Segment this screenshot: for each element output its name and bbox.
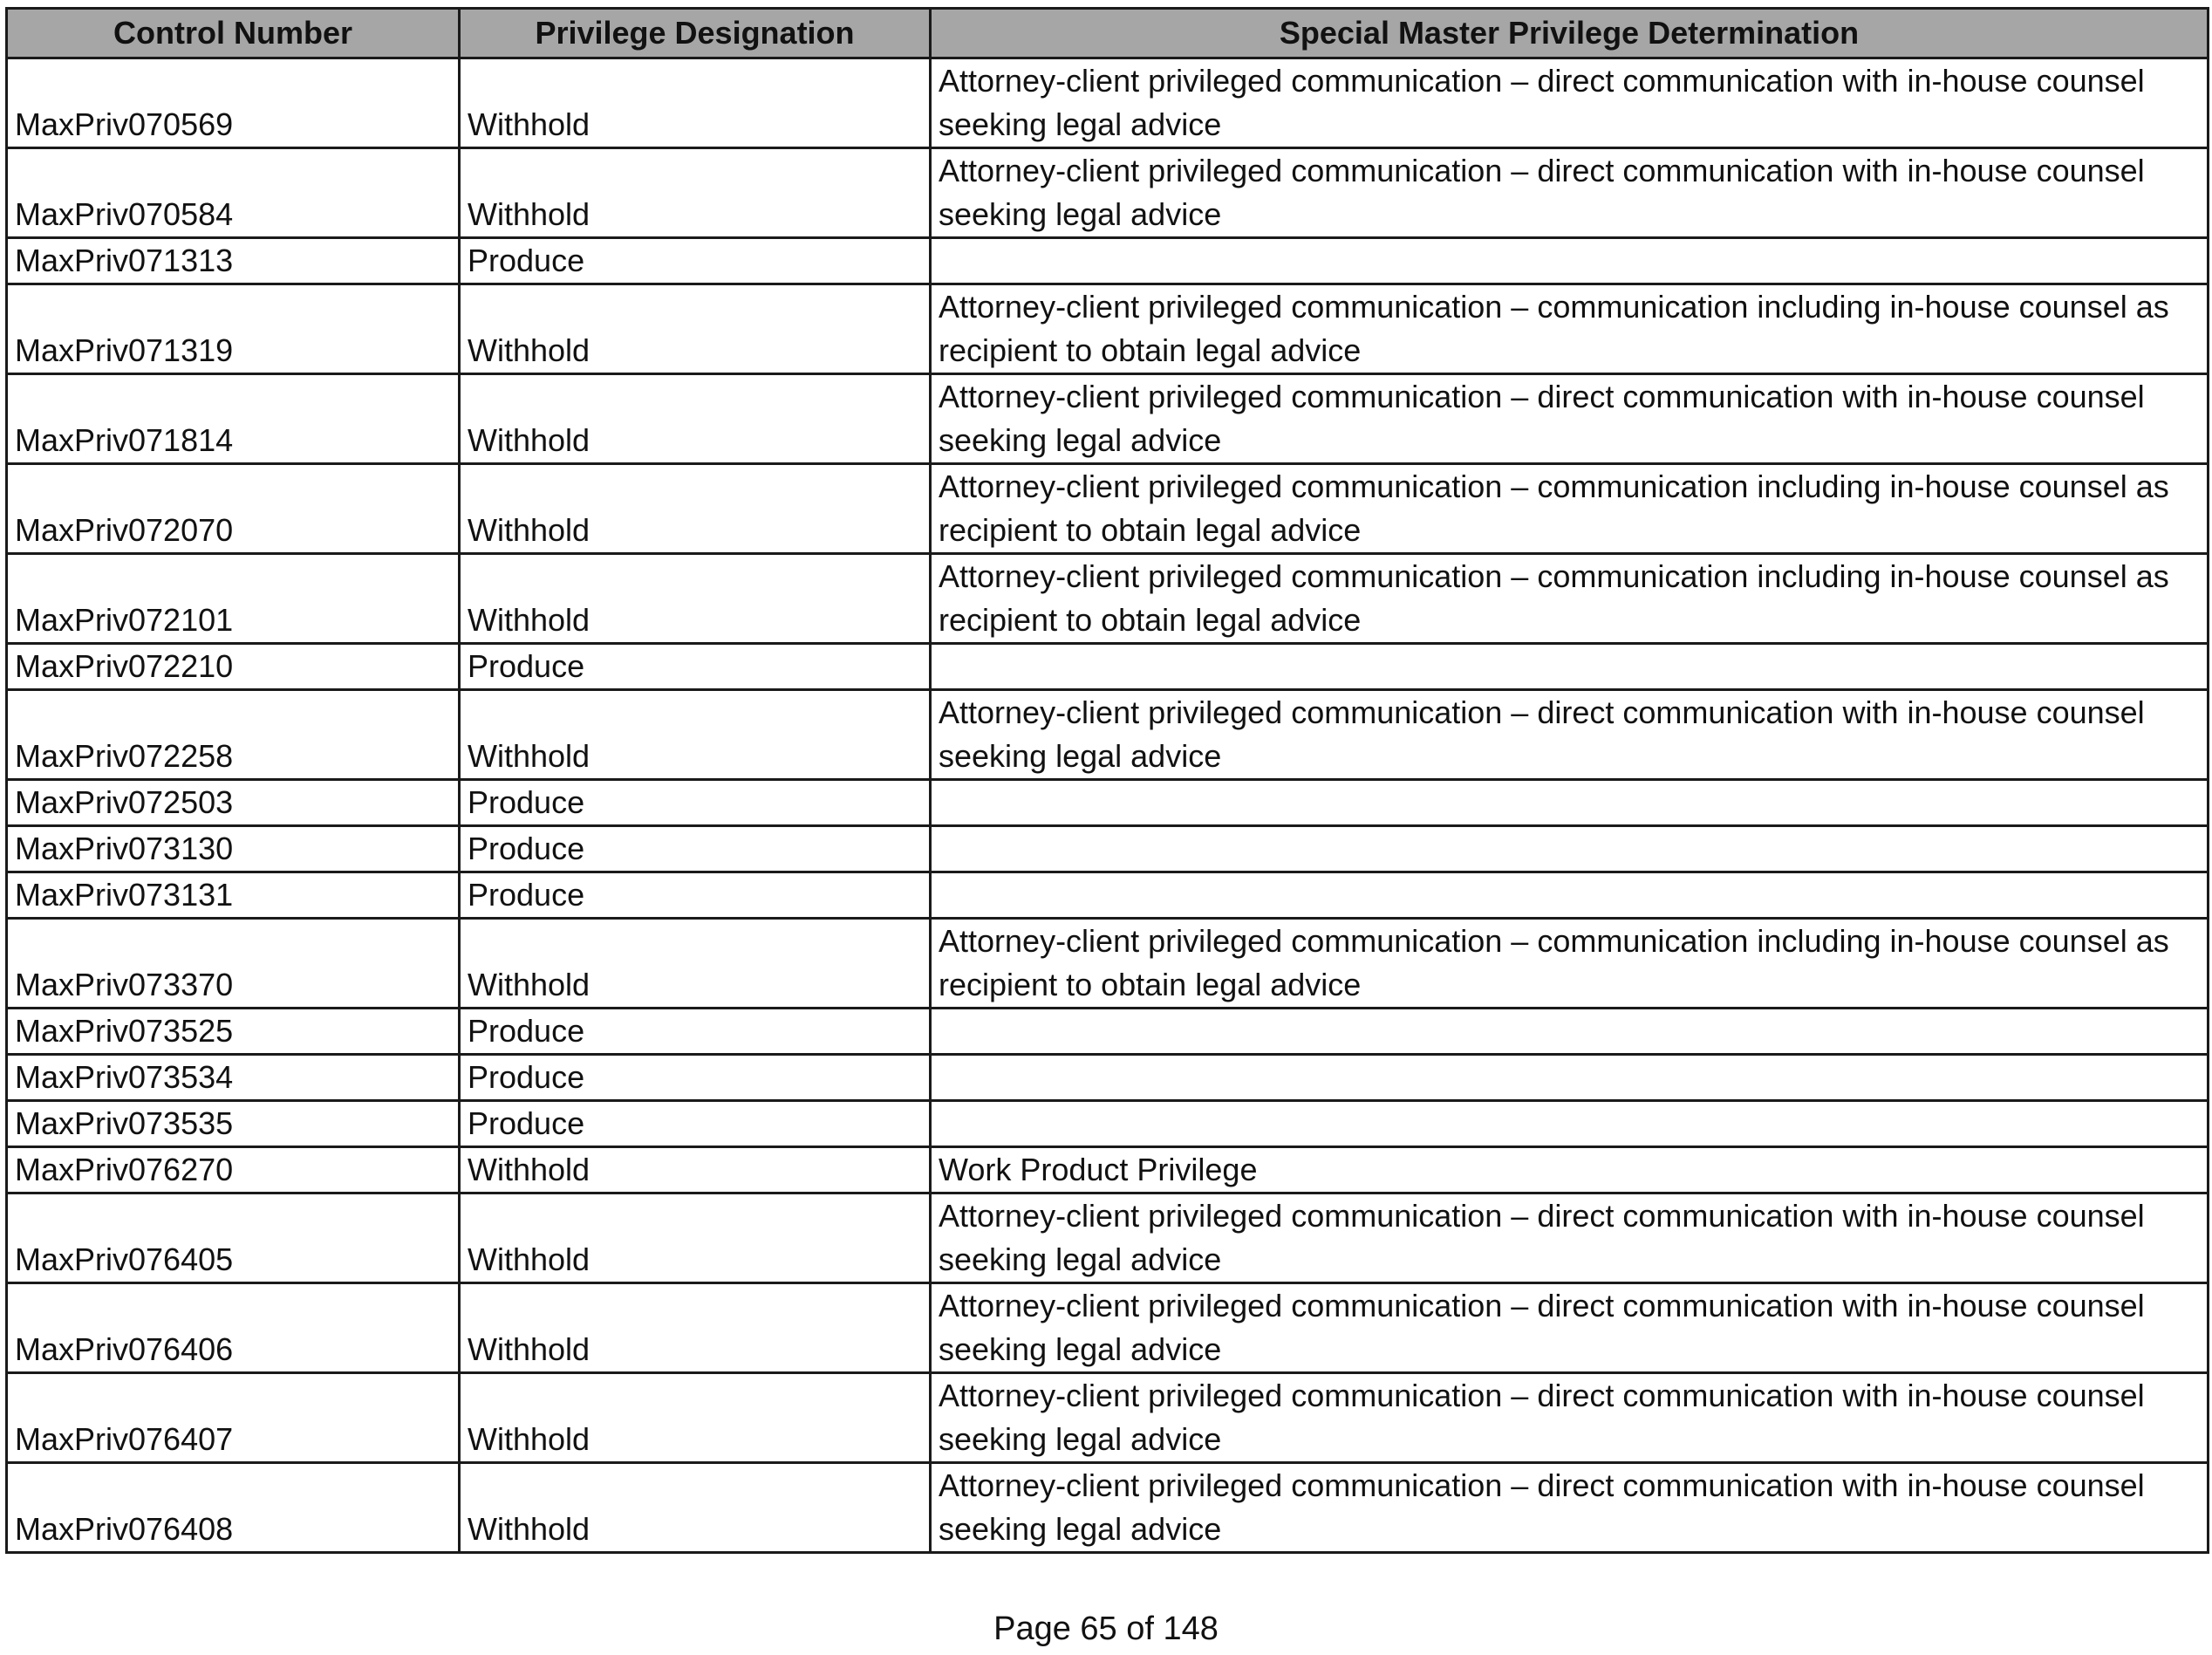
determination-cell: Attorney-client privileged communication – communication including in-house counsel as recipient to obtain legal advice — [931, 919, 2209, 1009]
determination-cell: Attorney-client privileged communication – communication including in-house counsel as recipient to obtain legal advice — [931, 464, 2209, 554]
determination-cell: Attorney-client privileged communication – communication including in-house counsel as recipient to obtain legal advice — [931, 284, 2209, 374]
control-number-cell: MaxPriv071319 — [7, 284, 460, 374]
control-number-cell: MaxPriv070569 — [7, 58, 460, 148]
determination-cell: Attorney-client privileged communication – communication including in-house counsel as recipient to obtain legal advice — [931, 554, 2209, 644]
header-privilege-designation: Privilege Designation — [460, 9, 931, 58]
table-row — [7, 554, 2209, 644]
table-row — [7, 374, 2209, 464]
control-number-cell: MaxPriv076408 — [7, 1463, 460, 1553]
designation-cell: Produce — [460, 780, 931, 826]
control-number-cell: MaxPriv072210 — [7, 644, 460, 690]
table-row — [7, 1055, 2209, 1101]
control-number-cell: MaxPriv076270 — [7, 1147, 460, 1193]
control-number-cell: MaxPriv073525 — [7, 1009, 460, 1055]
table-row — [7, 1463, 2209, 1553]
control-number-cell: MaxPriv076406 — [7, 1283, 460, 1373]
determination-cell: Work Product Privilege — [931, 1147, 2209, 1193]
control-number-cell: MaxPriv076407 — [7, 1373, 460, 1463]
determination-cell — [931, 238, 2209, 284]
determination-cell — [931, 872, 2209, 919]
designation-cell: Withhold — [460, 1463, 931, 1553]
table-row — [7, 1101, 2209, 1147]
control-number-cell: MaxPriv073131 — [7, 872, 460, 919]
designation-cell: Withhold — [460, 919, 931, 1009]
determination-cell — [931, 1055, 2209, 1101]
determination-cell — [931, 1101, 2209, 1147]
table-row — [7, 1193, 2209, 1283]
designation-cell: Produce — [460, 1055, 931, 1101]
control-number-cell: MaxPriv072070 — [7, 464, 460, 554]
determination-cell: Attorney-client privileged communication – direct communication with in-house counsel seeking legal advice — [931, 1193, 2209, 1283]
designation-cell: Produce — [460, 872, 931, 919]
designation-cell: Withhold — [460, 374, 931, 464]
determination-cell: Attorney-client privileged communication – direct communication with in-house counsel seeking legal advice — [931, 1283, 2209, 1373]
designation-cell: Withhold — [460, 148, 931, 238]
control-number-cell: MaxPriv073130 — [7, 826, 460, 872]
header-determination: Special Master Privilege Determination — [931, 9, 2209, 58]
table-header-row — [7, 9, 2209, 58]
control-number-cell: MaxPriv072503 — [7, 780, 460, 826]
table-row — [7, 464, 2209, 554]
control-number-cell: MaxPriv072101 — [7, 554, 460, 644]
control-number-cell: MaxPriv070584 — [7, 148, 460, 238]
designation-cell: Withhold — [460, 1283, 931, 1373]
table-row — [7, 826, 2209, 872]
control-number-cell: MaxPriv072258 — [7, 690, 460, 780]
control-number-cell: MaxPriv076405 — [7, 1193, 460, 1283]
table-row — [7, 1283, 2209, 1373]
determination-cell — [931, 1009, 2209, 1055]
designation-cell: Produce — [460, 1009, 931, 1055]
designation-cell: Produce — [460, 826, 931, 872]
table-row — [7, 919, 2209, 1009]
designation-cell: Withhold — [460, 464, 931, 554]
designation-cell: Withhold — [460, 1373, 931, 1463]
control-number-cell: MaxPriv073370 — [7, 919, 460, 1009]
designation-cell: Withhold — [460, 284, 931, 374]
designation-cell: Withhold — [460, 58, 931, 148]
designation-cell: Withhold — [460, 554, 931, 644]
designation-cell: Withhold — [460, 1193, 931, 1283]
table-row — [7, 238, 2209, 284]
table-row — [7, 58, 2209, 148]
table-row — [7, 1373, 2209, 1463]
control-number-cell: MaxPriv071313 — [7, 238, 460, 284]
table-row — [7, 644, 2209, 690]
determination-cell: Attorney-client privileged communication – direct communication with in-house counsel seeking legal advice — [931, 1373, 2209, 1463]
privilege-table — [5, 7, 2209, 1554]
designation-cell: Withhold — [460, 690, 931, 780]
determination-cell: Attorney-client privileged communication – direct communication with in-house counsel seeking legal advice — [931, 690, 2209, 780]
determination-cell — [931, 826, 2209, 872]
determination-cell — [931, 644, 2209, 690]
table-row — [7, 148, 2209, 238]
table-row — [7, 872, 2209, 919]
designation-cell: Produce — [460, 238, 931, 284]
determination-cell — [931, 780, 2209, 826]
table-row — [7, 780, 2209, 826]
table-row — [7, 1147, 2209, 1193]
header-control-number: Control Number — [7, 9, 460, 58]
determination-cell: Attorney-client privileged communication – direct communication with in-house counsel seeking legal advice — [931, 1463, 2209, 1553]
determination-cell: Attorney-client privileged communication – direct communication with in-house counsel seeking legal advice — [931, 58, 2209, 148]
control-number-cell: MaxPriv073535 — [7, 1101, 460, 1147]
determination-cell: Attorney-client privileged communication – direct communication with in-house counsel seeking legal advice — [931, 374, 2209, 464]
table-row — [7, 284, 2209, 374]
control-number-cell: MaxPriv073534 — [7, 1055, 460, 1101]
page-number: Page 65 of 148 — [993, 1611, 1219, 1647]
table-row — [7, 1009, 2209, 1055]
designation-cell: Produce — [460, 1101, 931, 1147]
designation-cell: Produce — [460, 644, 931, 690]
designation-cell: Withhold — [460, 1147, 931, 1193]
control-number-cell: MaxPriv071814 — [7, 374, 460, 464]
determination-cell: Attorney-client privileged communication – direct communication with in-house counsel seeking legal advice — [931, 148, 2209, 238]
table-row — [7, 690, 2209, 780]
